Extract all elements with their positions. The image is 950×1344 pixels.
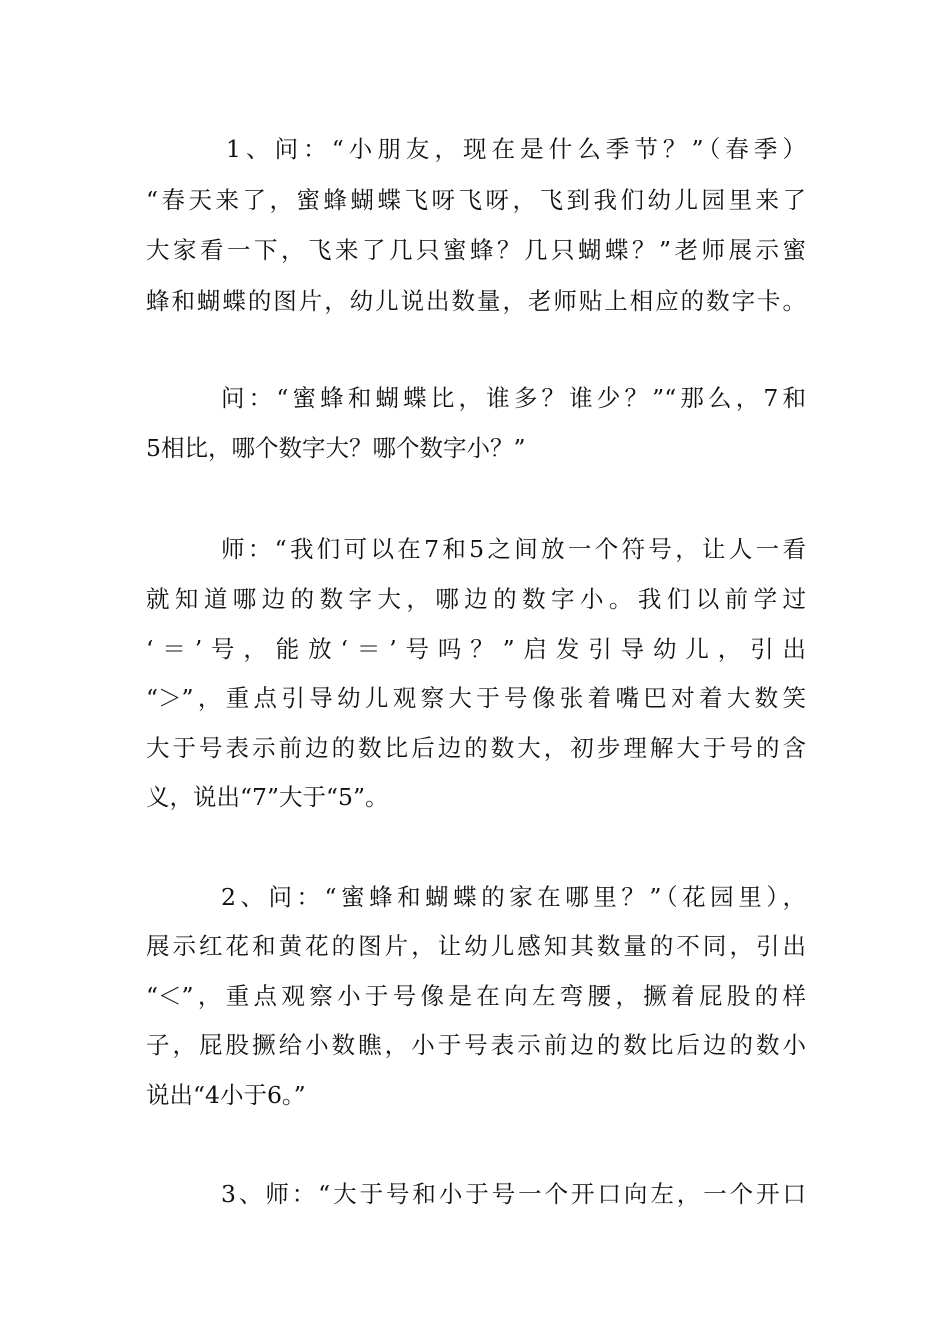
paragraph-2-line-1: 问：“蜜蜂和蝴蝶比，谁多？谁少？”“那么，7和 bbox=[221, 384, 806, 412]
paragraph-3-line-5: 大于号表示前边的数比后边的数大，初步理解大于号的含 bbox=[146, 734, 806, 762]
paragraph-4-line-2: 展示红花和黄花的图片，让幼儿感知其数量的不同，引出 bbox=[146, 932, 806, 960]
paragraph-3-line-2: 就知道哪边的数字大，哪边的数字小。我们以前学过 bbox=[146, 585, 806, 613]
paragraph-1-line-4: 蜂和蝴蝶的图片，幼儿说出数量，老师贴上相应的数字卡。 bbox=[146, 287, 806, 315]
paragraph-3-line-6: 义，说出“7”大于“5”。 bbox=[146, 783, 389, 811]
paragraph-4-line-5: 说出“4小于6。” bbox=[146, 1081, 306, 1109]
paragraph-4-line-1: 2、问：“蜜蜂和蝴蝶的家在哪里？”（花园里）， bbox=[221, 883, 806, 911]
paragraph-1-line-3: 大家看一下，飞来了几只蜜蜂？几只蝴蝶？”老师展示蜜 bbox=[146, 236, 806, 264]
paragraph-2-line-2: 5相比，哪个数字大？哪个数字小？” bbox=[146, 434, 526, 462]
paragraph-4-line-4: 子，屁股撅给小数瞧，小于号表示前边的数比后边的数小 bbox=[146, 1031, 806, 1059]
paragraph-5-line-1: 3、师：“大于号和小于号一个开口向左，一个开口 bbox=[221, 1180, 806, 1208]
paragraph-1-line-2: “春天来了，蜜蜂蝴蝶飞呀飞呀，飞到我们幼儿园里来了 bbox=[146, 186, 806, 214]
paragraph-1-line-1: 1、问：“小朋友，现在是什么季节？”（春季） bbox=[226, 135, 806, 163]
paragraph-3-line-3: ‘＝’号，能放‘＝’号吗？”启发引导幼儿，引出 bbox=[146, 635, 806, 663]
paragraph-3-line-4: “＞”，重点引导幼儿观察大于号像张着嘴巴对着大数笑 bbox=[146, 684, 806, 712]
paragraph-4-line-3: “＜”，重点观察小于号像是在向左弯腰，撅着屁股的样 bbox=[146, 982, 806, 1010]
paragraph-3-line-1: 师：“我们可以在7和5之间放一个符号，让人一看 bbox=[221, 535, 806, 563]
